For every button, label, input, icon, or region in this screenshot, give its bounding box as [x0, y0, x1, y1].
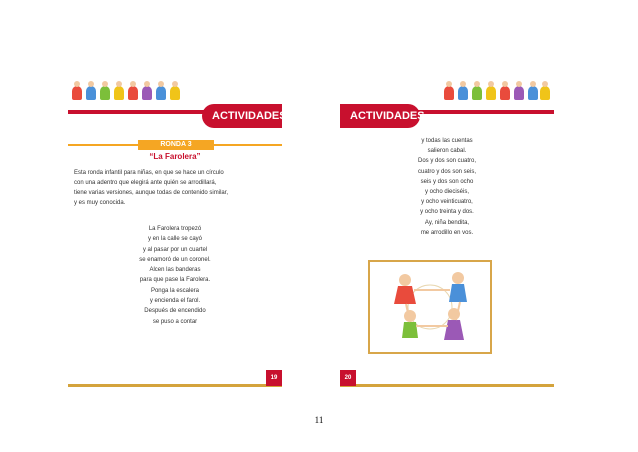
intro-line: y es muy conocida. [74, 200, 126, 206]
intro-line: tiene varias versiones, aunque todas de contenido similar, [74, 190, 229, 196]
poem-line: y en la calle se cayó [147, 236, 203, 243]
footer-bar [68, 384, 282, 387]
song-title: “La Farolera” [149, 152, 201, 161]
intro-line: con una adentro que elegirá ante quién se arrodillará, [74, 180, 217, 186]
poem-line: se enamoró de un coronel. [139, 256, 211, 263]
ronda-label: RONDA 3 [138, 140, 214, 150]
children-banner [68, 80, 282, 106]
children-circle-drawing [370, 262, 490, 352]
poem-line: salieron cabal. [427, 148, 467, 155]
poem-line: seis y dos son ocho [420, 178, 474, 185]
children-banner [340, 80, 554, 106]
page-number-badge: 19 [266, 370, 282, 386]
poem-line: se puso a contar [152, 318, 198, 325]
left-book-page [68, 80, 287, 392]
section-label: ACTIVIDADES [202, 104, 282, 128]
poem-line: y ocho treinta y dos. [420, 209, 474, 216]
poem-line: y al pasar por un cuartel [142, 246, 208, 253]
right-book-page [340, 80, 554, 392]
poem-line: y ocho dieciséis, [424, 189, 470, 196]
poem-line: Dos y dos son cuatro, [417, 158, 477, 165]
poem-line: y encienda el farol. [149, 298, 201, 305]
poem-line: Ponga la escalera [150, 287, 200, 294]
poem-line: cuatro y dos son seis, [417, 168, 477, 175]
page-number-badge: 20 [340, 370, 356, 386]
footer-bar [340, 384, 554, 387]
poem-line: Ay, niña bendita, [424, 219, 470, 226]
document-page-number: 11 [314, 415, 324, 425]
poem-line: me arrodillo en vos. [420, 229, 474, 236]
intro-line: Esta ronda infantil para niñas, en que se hace un círculo [74, 170, 224, 176]
poem-line: para que pase la Farolera. [139, 277, 211, 284]
intro-paragraph [74, 168, 276, 208]
poem-line: La Farolera tropezó [148, 226, 202, 232]
poem-line: Después de encendido [144, 308, 206, 315]
children-dancing-illustration [368, 260, 492, 354]
poem-line: y ocho veinticuatro, [421, 199, 473, 206]
poem-line: Alcen las banderas [149, 267, 201, 274]
section-label: ACTIVIDADES [340, 104, 420, 128]
poem-line: y todas las cuentas [421, 138, 473, 144]
poem-stanza [68, 224, 282, 327]
poem-stanza [340, 136, 554, 238]
